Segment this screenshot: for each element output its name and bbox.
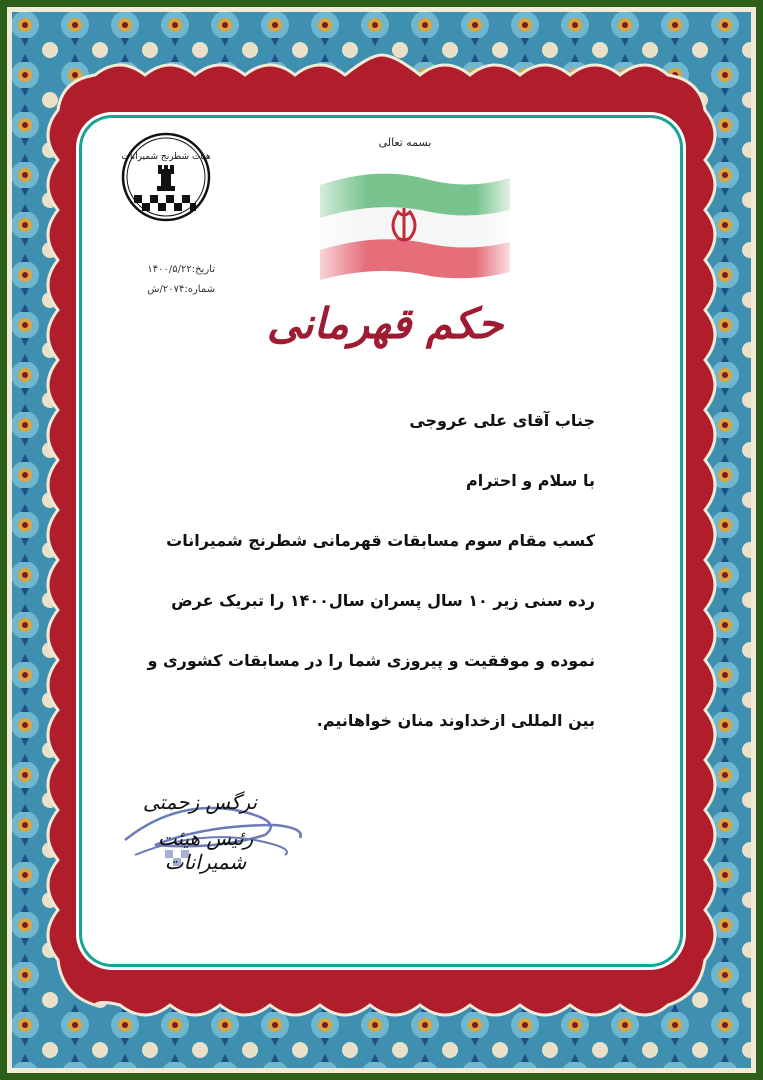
document-meta [120, 260, 215, 300]
basmala: بسمه تعالی [378, 136, 432, 149]
signer-title: رئیس هیئت شمیرانات [157, 826, 254, 874]
body-line-4: بین المللی ازخداوند منان خواهانیم. [316, 711, 595, 730]
document-number: شماره:۲۰۷۴/ش [147, 284, 215, 295]
signer-name: نرگس زحمتی [142, 790, 258, 814]
certificate-body [130, 405, 595, 736]
certificate-title [266, 276, 504, 371]
body-line-2: رده سنی زیر ۱۰ سال پسران سال۱۴۰۰ را تبریک عرض [171, 591, 595, 610]
document-date: تاریخ:۱۴۰۰/۵/۲۲ [147, 264, 215, 275]
certificate-title-text: حکم قهرمانی [266, 299, 504, 348]
logo-text: هیات شطرنج شمیرانات [121, 152, 211, 162]
greeting-line: با سلام و احترام [466, 471, 595, 490]
recipient-line: جناب آقای علی عروجی [409, 411, 595, 430]
iran-flag-emblem [300, 160, 520, 285]
body-line-3: نموده و موفقیت و پیروزی شما را در مسابقات کشوری و [147, 651, 595, 670]
chess-federation-logo [120, 125, 212, 231]
body-line-1: کسب مقام سوم مسابقات قهرمانی شطرنج شمیرانات [166, 531, 595, 550]
